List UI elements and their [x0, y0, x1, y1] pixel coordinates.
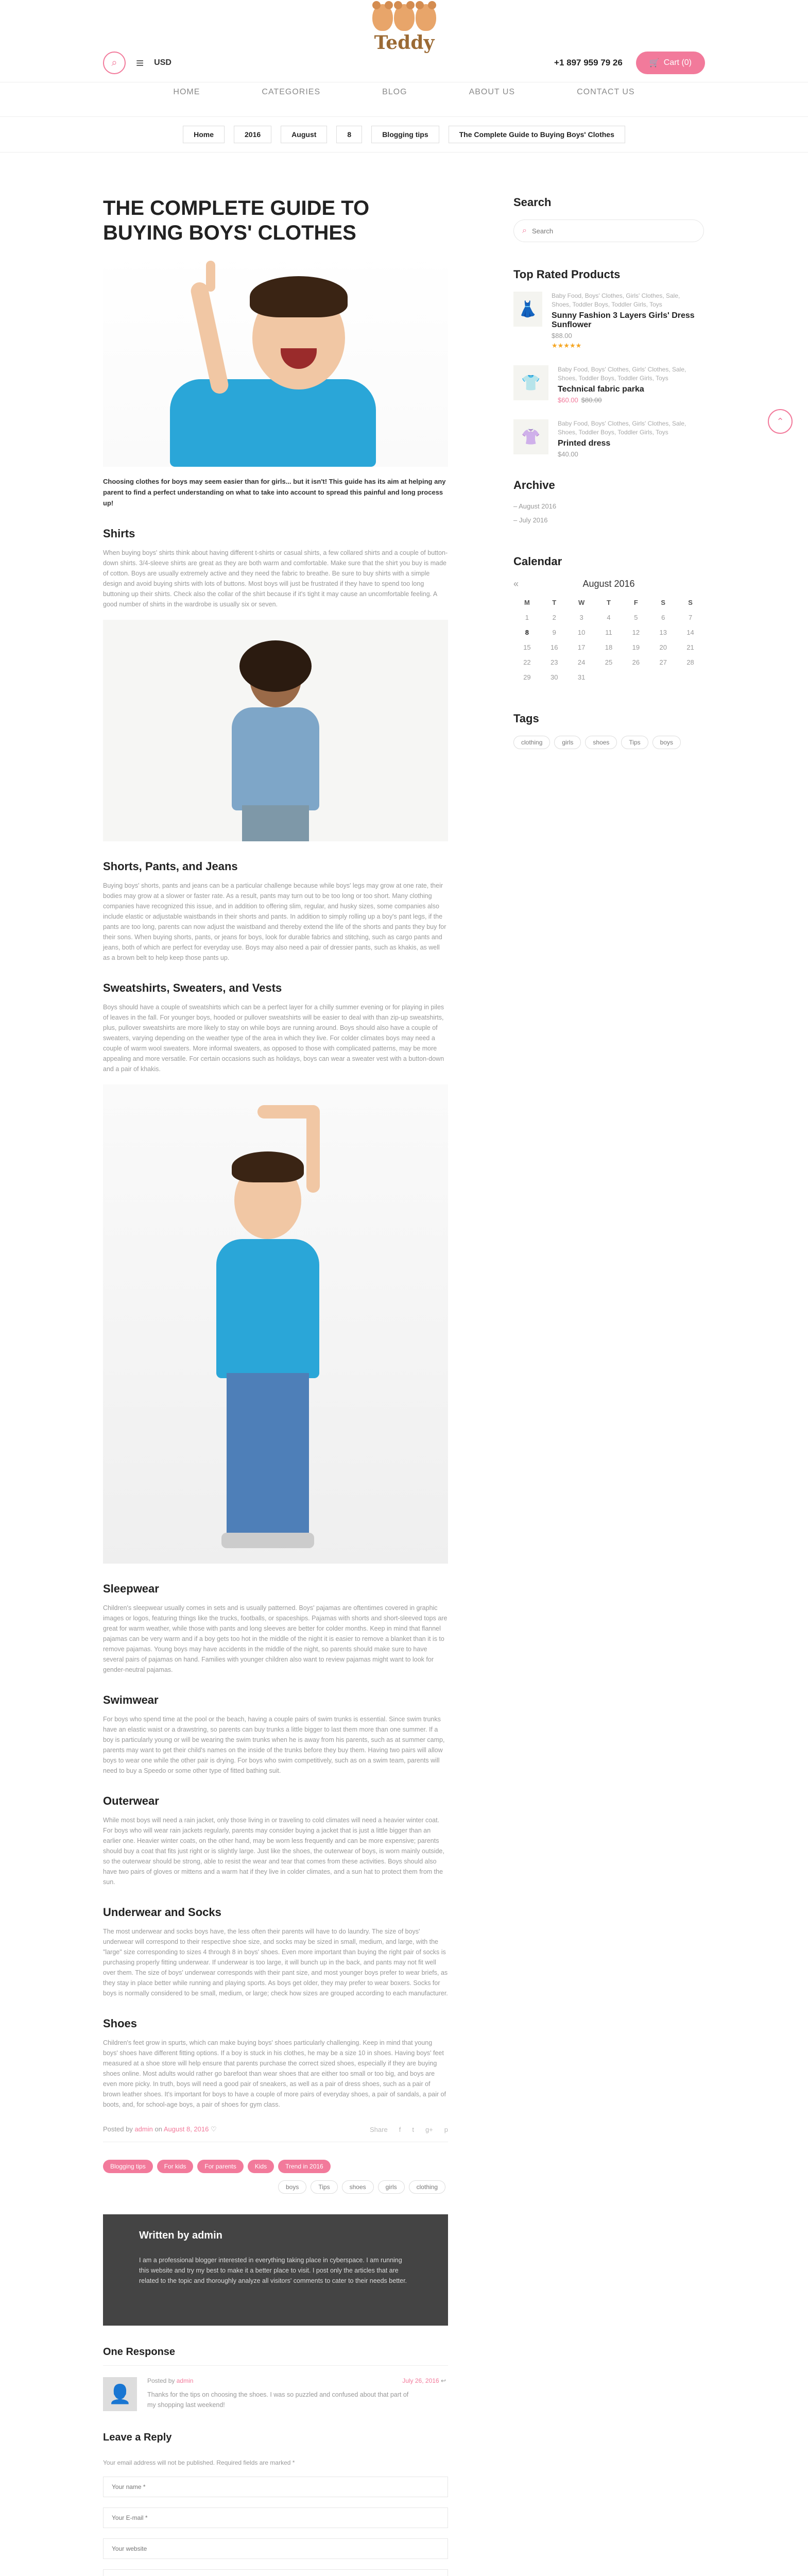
image-boy-measuring-height [103, 1084, 448, 1564]
cart-button[interactable] [636, 52, 705, 74]
weekday-label: T [552, 599, 557, 606]
product-name[interactable]: Sunny Fashion 3 Layers Girls' Dress Sunflower [552, 311, 695, 329]
calendar-day: 20 [659, 643, 667, 651]
product-price: $88.00 [552, 332, 572, 340]
section-text-underwear: The most underwear and socks boys have, the less often their parents will have to do laundry. The size of boys' underwear will correspond to their respective shoe size, and socks may be sized in small, medium, and large, with the "large" size corresponding to sizes 4 through 8 in boys' shoes. Even more important than buying the right pair of socks is purchasing properly fitting underwear. If underwear is too large, it will bunch up in the back, and pants may not fit well over them. The size of boys' underwear corresponds with their pant size, and most younger boys prefer to wear briefs, as they stay in place better while running and playing sports. As boys get older, they may prefer to wear boxers. Socks for boys is normally considered to be small, medium, or large; check how sizes are grouped according to each manufacturer. [103, 1928, 448, 1997]
calendar-day: 14 [686, 629, 694, 636]
post-categories [103, 2160, 448, 2173]
breadcrumb-day[interactable]: 8 [336, 126, 362, 143]
website-field[interactable] [103, 2538, 448, 2559]
logo-text: Teddy [374, 32, 435, 54]
calendar-day: 10 [577, 629, 586, 636]
tag-pill[interactable]: shoes [342, 2180, 374, 2194]
comment-date[interactable]: July 26, 2016 [402, 2377, 439, 2384]
calendar-day: 30 [551, 673, 558, 681]
product-categories: Baby Food, Boys' Clothes, Girls' Clothes, Sale, Shoes, Toddler Boys, Toddler Girls, Toys [552, 292, 680, 308]
header-left [103, 52, 171, 74]
currency-selector[interactable]: USD [154, 58, 171, 67]
calendar-day: 1 [525, 614, 529, 621]
search-icon[interactable]: ⌕ [103, 52, 126, 74]
site-header [0, 0, 808, 82]
reply-notes: Your email address will not be published. Required fields are marked * [103, 2459, 295, 2466]
post-meta [103, 2125, 448, 2142]
tag-pill[interactable]: boys [278, 2180, 306, 2194]
calendar-day: 27 [659, 658, 667, 666]
reply-icon[interactable]: ↩ [440, 2377, 446, 2384]
product-name[interactable]: Technical fabric parka [558, 385, 644, 394]
calendar-day: 21 [686, 643, 694, 651]
email-field[interactable] [103, 2507, 448, 2528]
calendar-day: 25 [605, 658, 613, 666]
section-heading-pants: Shorts, Pants, and Jeans [103, 860, 238, 873]
calendar-day: 15 [523, 643, 531, 651]
search-input[interactable] [532, 227, 686, 235]
nav-about[interactable]: ABOUT US [469, 88, 515, 96]
category-pill[interactable]: For parents [197, 2160, 243, 2173]
header-phone[interactable]: +1 897 959 79 26 [554, 58, 623, 67]
product-item[interactable] [513, 292, 704, 350]
archive-heading: Archive [513, 479, 555, 492]
sale-price: $60.00 [558, 396, 578, 404]
calendar-day[interactable]: 8 [525, 629, 529, 636]
calendar-day: 23 [551, 658, 558, 666]
tag-pill[interactable]: girls [378, 2180, 405, 2194]
author-box [103, 2214, 448, 2326]
article-intro: Choosing clothes for boys may seem easier than for girls... but it isn't! This guide has its aim at helping any parent to find a perfect understanding on what to take into account to spread this painful and long process up! [103, 478, 446, 507]
name-field[interactable] [103, 2477, 448, 2497]
nav-blog[interactable]: BLOG [382, 88, 407, 96]
tag-pill[interactable]: Tips [621, 736, 648, 749]
post-tags [278, 2180, 448, 2194]
section-heading-sweatshirts: Sweatshirts, Sweaters, and Vests [103, 981, 282, 994]
rating-stars: ★★★★★ [552, 342, 582, 349]
comment [103, 2377, 448, 2411]
category-pill[interactable]: Blogging tips [103, 2160, 153, 2173]
breadcrumb-month[interactable]: August [281, 126, 327, 143]
tag-pill[interactable]: clothing [513, 736, 550, 749]
category-pill[interactable]: Kids [248, 2160, 274, 2173]
calendar-prev-link[interactable]: « [513, 579, 519, 589]
posted-by-label: Posted by [103, 2125, 133, 2133]
weekday-label: W [578, 599, 585, 606]
calendar-day: 29 [523, 673, 531, 681]
comment-textarea[interactable] [103, 2569, 448, 2576]
category-pill[interactable]: For kids [157, 2160, 194, 2173]
old-price: $80.00 [581, 396, 602, 404]
calendar-day: 3 [579, 614, 583, 621]
header-right [554, 52, 705, 74]
tags-heading: Tags [513, 712, 539, 725]
weekday-label: S [688, 599, 693, 606]
sidebar-search [513, 219, 704, 242]
printed-dress-icon: 👚 [513, 419, 548, 454]
product-categories: Baby Food, Boys' Clothes, Girls' Clothes, Sale, Shoes, Toddler Boys, Toddler Girls, Toys [558, 366, 686, 382]
cart-label: Cart (0) [663, 58, 692, 67]
calendar-day: 2 [552, 614, 556, 621]
calendar-day: 5 [634, 614, 638, 621]
tag-pill[interactable]: clothing [409, 2180, 445, 2194]
weekday-label: F [633, 599, 638, 606]
tag-pill[interactable]: boys [652, 736, 681, 749]
calendar-month [513, 579, 704, 589]
weekday-label: T [607, 599, 611, 606]
top-rated-heading: Top Rated Products [513, 268, 621, 281]
scroll-to-top-icon[interactable]: ⌃ [768, 409, 793, 434]
tag-cloud [513, 736, 704, 749]
comments-heading: One Response [103, 2346, 448, 2366]
calendar-month-title: August 2016 [582, 579, 635, 589]
section-text-sleepwear: Children's sleepwear usually comes in sets and is usually patterned. Boys' pajamas are oftentimes covered in graphic images or logos, featuring things like the trucks, footballs, or spaceships. Pajamas with shorts and short-sleeved tops are great for warm weather, while those with pants and long sleeves are better for colder months. Keep in mind that flannel pajamas can be very warm and if a boy gets too hot in the middle of the night it is easier to remove a blanket than it is to remove pajamas. Young boys may have accidents in the middle of the night, so parents should make sure to have several pairs of pajamas on hand. Families with younger children also want to review pajamas might want to look for gender-neutral pajamas. [103, 1604, 448, 1673]
section-heading-outerwear: Outerwear [103, 1794, 159, 1807]
section-text-shoes: Children's feet grow in spurts, which can make buying boys' shoes particularly challenging. Keep in mind that young boys' shoes have different fitting options. If a boy is stuck in his clothes, he may be a size 10 in shoes. Having boys' feet measured at a shoe store will help ensure that parents purchase the correct sized shoes, especially if they are buying shoes online. Most adults would rather go barefoot than wear shoes that are either too small or too big, and boys are even more picky. In truth, boys will need a good pair of sneakers, as well as a pair of dress shoes, such as a pair of brown leather shoes. It's important for boys to have a couple of more pairs of everyday shoes, a pair of sandals, a pair of boots, and, for school-age boys, a pair of shoes for gym class. [103, 2039, 446, 2108]
breadcrumb-year[interactable]: 2016 [234, 126, 271, 143]
calendar-day: 22 [523, 658, 531, 666]
nav-contact[interactable]: CONTACT US [577, 88, 635, 96]
calendar-day: 31 [577, 673, 586, 681]
category-pill[interactable]: Trend in 2016 [278, 2160, 331, 2173]
share-bar [370, 2126, 448, 2133]
calendar-grid [513, 599, 704, 681]
main-nav [0, 88, 808, 97]
nav-home[interactable]: HOME [173, 88, 200, 96]
breadcrumb-category[interactable]: Blogging tips [371, 126, 439, 143]
calendar-day: 17 [577, 643, 586, 651]
pinterest-icon[interactable]: p [444, 2125, 448, 2133]
avatar: 👤 [103, 2377, 137, 2411]
archive-link[interactable]: – July 2016 [513, 516, 704, 524]
cart-icon: 🛒 [649, 59, 660, 67]
calendar-day: 9 [552, 629, 556, 636]
twitter-icon[interactable]: t [412, 2125, 414, 2133]
product-item[interactable] [513, 419, 704, 458]
post-byline [103, 2125, 217, 2133]
calendar-day: 4 [607, 614, 611, 621]
post-author-link[interactable]: admin [134, 2125, 153, 2133]
weekday-label: M [524, 599, 530, 606]
on-label: on [154, 2125, 162, 2133]
calendar-day: 6 [661, 614, 665, 621]
product-categories: Baby Food, Boys' Clothes, Girls' Clothes, Sale, Shoes, Toddler Boys, Toddler Girls, Toys [558, 420, 686, 436]
section-text-shirts: When buying boys' shirts think about having different t-shirts or casual shirts, a few collared shirts and a couple of button-down shirts. 3/4-sleeve shirts are great as they are both warm and comfortable. Make sure that the shirt you buy is made of cotton. Boys are usually extremely active and they need the fabric to breathe. Be sure to buy shirts with a simple design and avoid buying shirts with lots of buttons. Most boys will just be frustrated if they have to spend too long buttoning up their shirts. Check also the collar of the shirt because if it's tight it may cause an uncomfortable feeling. A good number of shirts in the wardrobe is usually six or seven. [103, 549, 448, 608]
facebook-icon[interactable]: f [399, 2125, 401, 2133]
reply-heading: Leave a Reply [103, 2432, 172, 2443]
calendar-day: 11 [605, 629, 612, 636]
calendar-day: 16 [551, 643, 558, 651]
section-text-outerwear: While most boys will need a rain jacket, only those living in or traveling to cold climates will need a heavier winter coat. For boys who will wear rain jackets regularly, parents may consider buying a jacket that is just a little bigger than an earlier one. Heavier winter coats, on the other hand, may be worn less frequently and can be more expensive; parents should buy a coat that fits just right or is slightly large. Just like the shoes, the outerwear of boys, is worn mainly outside, so the outerwear should be strong, able to resist the wear and tear that comes from these activities. Boys should also have two pairs of gloves or mittens and a warm hat if they live in colder climates, and a sun hat to protect them from the sun. [103, 1817, 444, 1886]
author-bio: I am a professional blogger interested in everything taking place in cyberspace. I am running this website and try my best to make it a better place to visit. I post only the articles that are related to the topic and thoroughly analyze all visitors' comments to cater to their needs better. [139, 2257, 407, 2284]
product-name[interactable]: Printed dress [558, 439, 611, 448]
product-price [558, 396, 702, 404]
product-price: $40.00 [558, 450, 578, 458]
menu-icon[interactable]: ≡ [136, 55, 144, 71]
shirt-icon: 👕 [513, 365, 548, 400]
breadcrumb-current: The Complete Guide to Buying Boys' Clothes [449, 126, 625, 143]
tag-pill[interactable]: shoes [585, 736, 617, 749]
section-heading-underwear: Underwear and Socks [103, 1906, 221, 1919]
calendar-day: 26 [632, 658, 640, 666]
nav-categories[interactable]: CATEGORIES [262, 88, 321, 96]
tag-pill[interactable]: girls [554, 736, 581, 749]
calendar-day: 24 [577, 658, 586, 666]
author-title: Written by admin [139, 2230, 222, 2241]
image-girl-denim [103, 620, 448, 841]
post-date-link[interactable]: August 8, 2016 [163, 2125, 209, 2133]
breadcrumb-home[interactable]: Home [183, 126, 225, 143]
sidebar [513, 196, 704, 749]
comment-meta [147, 2377, 446, 2384]
section-heading-sleepwear: Sleepwear [103, 1582, 159, 1595]
tag-pill[interactable]: Tips [311, 2180, 337, 2194]
section-text-swimwear: For boys who spend time at the pool or the beach, having a couple pairs of swim trunks is essential. Since swim trunks have an elastic waist or a drawstring, so parents can buy trunks a little bigger to last them more than one summer. If a boy is particularly young or will be wearing the swim trunks when he is away from his parents, such as at summer camp, parents may want to get their child's names on the inside of the trunks before they buy them. Having two pairs will allow boys to wear one while the other pair is drying. For boys who swim competitively, such as on a swim team, parents will need to buy a Speedo or some other type of fitted bathing suit. [103, 1716, 445, 1774]
product-item[interactable] [513, 365, 704, 404]
dress-icon: 👗 [513, 292, 542, 327]
calendar-day: 12 [632, 629, 640, 636]
calendar-heading: Calendar [513, 555, 562, 568]
calendar-day: 7 [688, 614, 693, 621]
search-heading: Search [513, 196, 552, 209]
calendar-day: 13 [659, 629, 667, 636]
teddy-bears-icon [369, 4, 439, 31]
hero-image-boy-pointing [103, 250, 448, 467]
comment-text: Thanks for the tips on choosing the shoes. I was so puzzled and confused about that part of my shopping last weekend! [147, 2391, 409, 2409]
section-text-sweatshirts: Boys should have a couple of sweatshirts which can be a perfect layer for a chilly summer evening or for playing in piles of leaves in the fall. For younger boys, hooded or pullover sweatshirts will be easier to deal with than zip-up sweatshirts, plus, pullover sweatshirts are more likely to stay on while boys are running around. Boys should also have a couple of sweaters, varying depending on the weather type of the area in which they live. For colder climates boys may need a couple of warm wool sweaters. More informal sweaters, as opposed to those with complicated patterns, may be more appealing and more versatile. For certain occasions such as holidays, boys can wear a sweater vest with a button-down and a pair of khakis. [103, 1004, 444, 1073]
comment-author[interactable]: admin [176, 2377, 194, 2384]
calendar-day: 19 [632, 643, 640, 651]
archive-link[interactable]: – August 2016 [513, 502, 704, 510]
article [103, 196, 448, 2576]
article-title: THE COMPLETE GUIDE TO BUYING BOYS' CLOTHES [103, 197, 370, 244]
comment-posted-label: Posted by [147, 2377, 175, 2384]
breadcrumb [0, 116, 808, 152]
heart-icon[interactable]: ♡ [210, 2125, 217, 2133]
weekday-label: S [661, 599, 666, 606]
calendar-day: 18 [605, 643, 613, 651]
section-heading-shoes: Shoes [103, 2017, 137, 2030]
share-label: Share [369, 2125, 388, 2133]
section-heading-shirts: Shirts [103, 527, 135, 540]
calendar-day: 28 [686, 658, 694, 666]
section-text-pants: Buying boys' shorts, pants and jeans can be a particular challenge because while boys' legs may grow at one rate, their bodies may grow at a slower or faster rate. As a result, pants may turn out to be too long or too short. Many clothing companies have recognized this issue, and in addition to offering slim, regular, and husky sizes, some companies also include elastic or adjustable waistbands in their shorts and pants. In addition to simply rolling up a boy's pant legs, if the pants are too long, parents can now adjust the waistband and thereby extend the life of the shorts and pants they buy for their sons. When buying shorts, pants, or jeans for boys, look for durable fabrics and stitching, such as cargo pants and jeans, both of which are perfect for everyday use. Boys may also need a pair of dressier pants, such as khakis, as well as a brown belt to help keep those pants up. [103, 882, 446, 961]
site-logo[interactable] [369, 4, 439, 54]
google-plus-icon[interactable]: g+ [425, 2125, 433, 2133]
section-heading-swimwear: Swimwear [103, 1693, 159, 1706]
search-icon[interactable]: ⌕ [522, 226, 527, 235]
